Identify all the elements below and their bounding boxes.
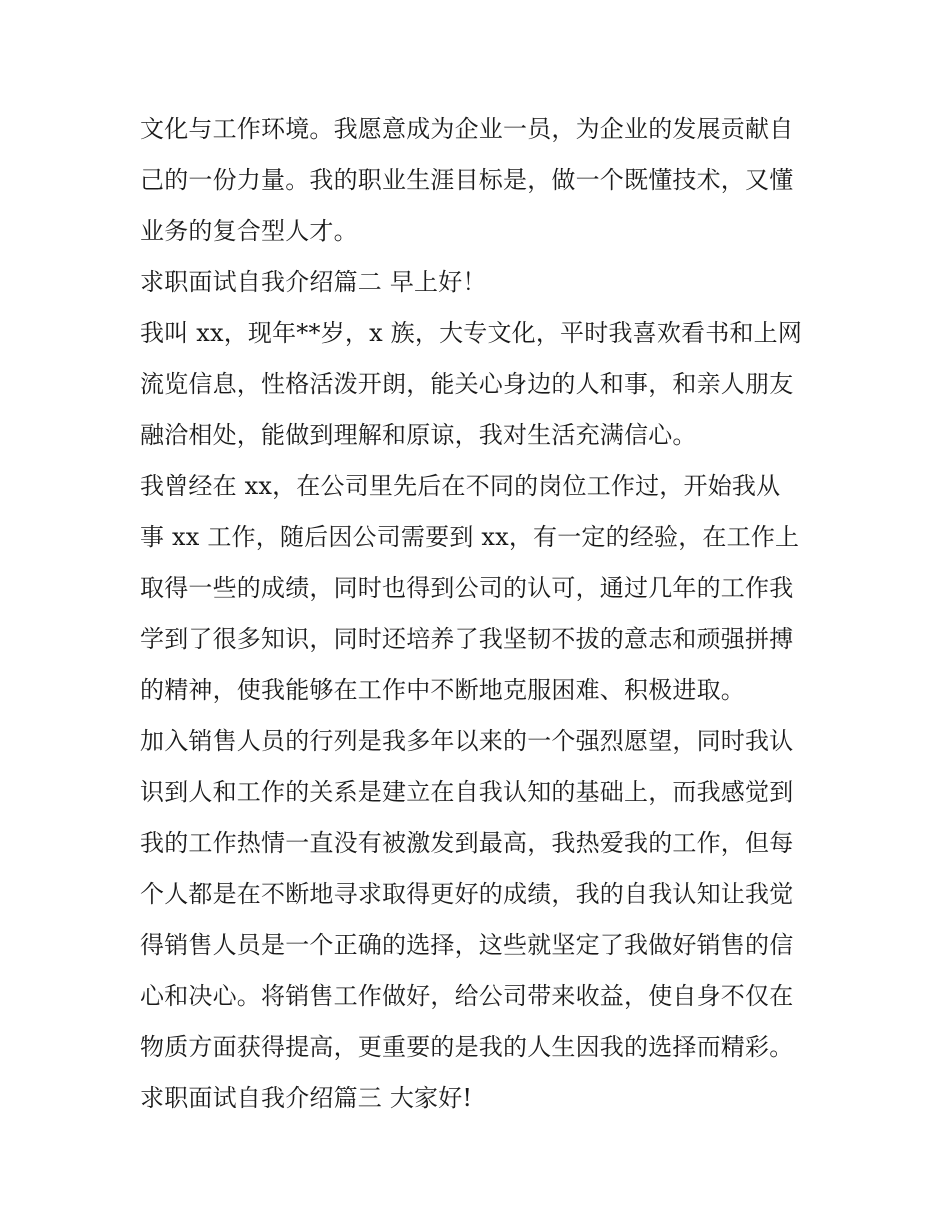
text-line: 加入销售人员的行列是我多年以来的一个强烈愿望，同时我认 [140, 727, 794, 755]
text-line: 学到了很多知识，同时还培养了我坚韧不拔的意志和顽强拼搏 [140, 625, 794, 653]
text-line: 识到人和工作的关系是建立在自我认知的基础上，而我感觉到 [140, 778, 794, 806]
text-line: 取得一些的成绩，同时也得到公司的认可，通过几年的工作我 [140, 574, 794, 602]
text-line: 事 xx 工作，随后因公司需要到 xx，有一定的经验，在工作上 [140, 523, 800, 551]
section-heading: 求职面试自我介绍篇二 早上好！ [140, 268, 487, 296]
text-line: 得销售人员是一个正确的选择，这些就坚定了我做好销售的信 [140, 931, 794, 959]
text-line: 流览信息，性格活泼开朗，能关心身边的人和事，和亲人朋友 [140, 370, 794, 398]
text-line: 我的工作热情一直没有被激发到最高，我热爱我的工作，但每 [140, 829, 794, 857]
text-line: 心和决心。将销售工作做好，给公司带来收益，使自身不仅在 [140, 982, 794, 1010]
section-heading: 求职面试自我介绍篇三 大家好! [140, 1084, 473, 1112]
text-line: 物质方面获得提高，更重要的是我的人生因我的选择而精彩。 [140, 1033, 794, 1061]
text-line: 业务的复合型人才。 [140, 217, 358, 245]
text-line: 个人都是在不断地寻求取得更好的成绩，我的自我认知让我觉 [140, 880, 794, 908]
document-body [140, 104, 820, 1124]
text-line: 文化与工作环境。我愿意成为企业一员，为企业的发展贡献自 [140, 115, 794, 143]
text-line: 融洽相处，能做到理解和原谅，我对生活充满信心。 [140, 421, 697, 449]
text-line: 的精神，使我能够在工作中不断地克服困难、积极进取。 [140, 676, 745, 704]
text-line: 我曾经在 xx，在公司里先后在不同的岗位工作过，开始我从 [140, 472, 781, 500]
text-line: 己的一份力量。我的职业生涯目标是，做一个既懂技术，又懂 [140, 166, 794, 194]
text-line: 我叫 xx，现年**岁，x 族，大专文化，平时我喜欢看书和上网 [140, 319, 803, 347]
